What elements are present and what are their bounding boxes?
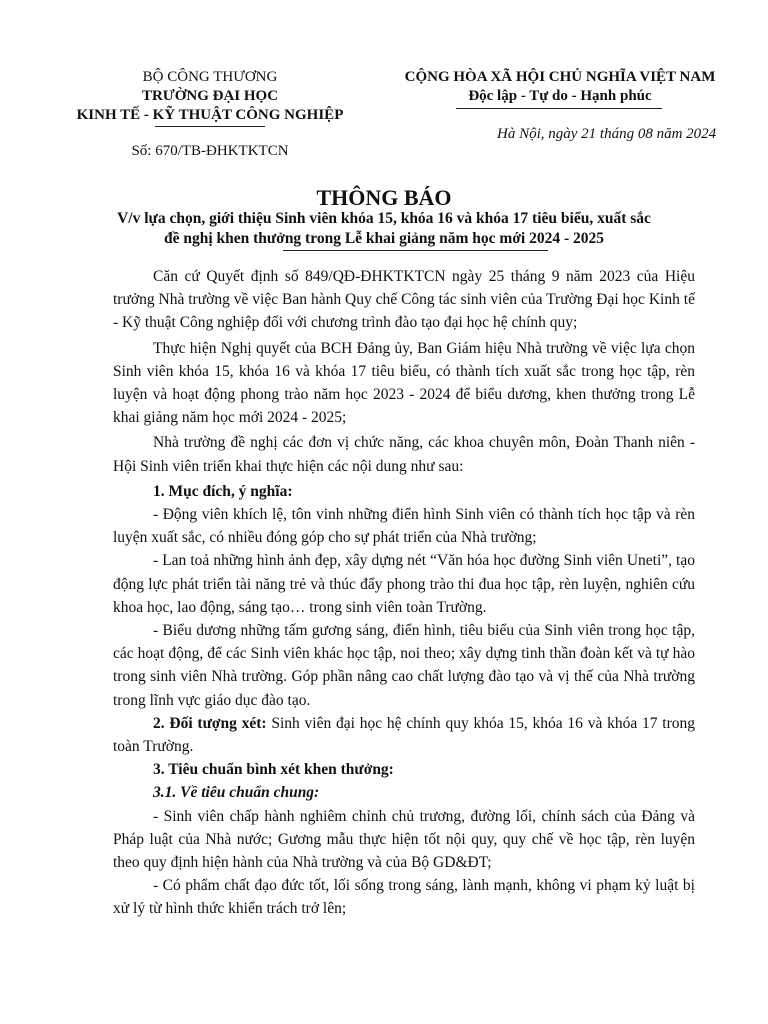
paragraph-target: [113, 712, 695, 758]
paragraph-criteria-2: - Có phẩm chất đạo đức tốt, lối sống trong sáng, lành mạnh, không vi phạm kỷ luật bị xử lý từ hình thức khiển trách trở lên;: [113, 877, 695, 918]
right-header-rule: [456, 108, 662, 109]
left-header-rule: [155, 126, 265, 127]
subject-line-1: V/v lựa chọn, giới thiệu Sinh viên khóa 15, khóa 16 và khóa 17 tiêu biểu, xuất sắc: [117, 210, 651, 227]
paragraph-legal-basis: Căn cứ Quyết định số 849/QĐ-ĐHKTKTCN ngày 25 tháng 9 năm 2023 của Hiệu trưởng Nhà trường về việc Ban hành Quy chế Công tác sinh viên của Trường Đại học Kinh tế - Kỹ thuật Công nghiệp đối với chương trình đào tạo đại học hệ chính quy;: [113, 268, 695, 332]
paragraph-purpose-1: - Động viên khích lệ, tôn vinh những điển hình Sinh viên có thành tích học tập và rèn luyện xuất sắc, có nhiều đóng góp cho sự phát triển của Nhà trường;: [113, 506, 695, 547]
subject-line-2: đề nghị khen thưởng trong Lễ khai giảng năm học mới 2024 - 2025: [163, 230, 605, 247]
section-heading-criteria: 3. Tiêu chuẩn bình xét khen thưởng:: [153, 761, 394, 779]
paragraph-request: Nhà trường đề nghị các đơn vị chức năng, các khoa chuyên môn, Đoàn Thanh niên - Hội Sinh viên triển khai thực hiện các nội dung như sau:: [113, 434, 695, 475]
paragraph-criteria-1: - Sinh viên chấp hành nghiêm chỉnh chủ trương, đường lối, chính sách của Đảng và Pháp luật của Nhà nước; Gương mẫu thực hiện tốt nội quy, quy chế về học tập, rèn luyện theo quy định hiện hành của Nhà trường và của Bộ GD&ĐT;: [113, 807, 695, 872]
paragraph-resolution: Thực hiện Nghị quyết của BCH Đảng ủy, Ban Giám hiệu Nhà trường về việc lựa chọn Sinh viên khóa 15, khóa 16 và khóa 17 tiêu biểu, có thành tích xuất sắc trong học tập, rèn luyện và hoạt động phong trào năm học 2023 - 2024 để biểu dương, khen thưởng trong Lễ khai giảng năm học mới 2024 - 2025;: [113, 339, 695, 427]
document-title: THÔNG BÁO: [316, 185, 452, 210]
country-name: CỘNG HÒA XÃ HỘI CHỦ NGHĨA VIỆT NAM: [404, 69, 716, 85]
subject-rule: [283, 250, 548, 251]
paragraph-purpose-2: - Lan toả những hình ảnh đẹp, xây dựng nét “Văn hóa học đường Sinh viên Uneti”, tạo động lực phát triển tài năng trẻ và thúc đẩy phong trào thi đua học tập, rèn luyện, nghiên cứu khoa học, lao động, sáng tạo… trong sinh viên toàn Trường.: [113, 552, 695, 616]
section-heading-target: 2. Đối tượng xét:: [153, 714, 267, 732]
section-heading-purpose: 1. Mục đích, ý nghĩa:: [153, 482, 293, 500]
ministry-name: BỘ CÔNG THƯƠNG: [142, 69, 278, 85]
document-body: [113, 265, 695, 921]
paragraph-purpose-3: - Biểu dương những tấm gương sáng, điển hình, tiêu biểu của Sinh viên trong học tập, các hoạt động, để các Sinh viên khác học tập, noi theo; xây dựng tinh thần đoàn kết và tự hào trong sinh viên Nhà trường. Góp phần nâng cao chất lượng đào tạo và vị thế của Nhà trường trong lĩnh vực giáo dục đào tạo.: [113, 622, 695, 709]
school-name-line1: TRƯỜNG ĐẠI HỌC: [141, 88, 279, 104]
school-name-line2: KINH TẾ - KỸ THUẬT CÔNG NGHIỆP: [76, 107, 344, 123]
target-text: Sinh viên đại học hệ chính quy khóa 15, khóa 16 và khóa 17 trong toàn Trường.: [113, 714, 695, 756]
subsection-heading-general: 3.1. Về tiêu chuẩn chung:: [153, 784, 320, 802]
national-motto: Độc lập - Tự do - Hạnh phúc: [468, 88, 652, 104]
document-number: Số: 670/TB-ĐHKTKTCN: [131, 143, 289, 159]
place-date: Hà Nội, ngày 21 tháng 08 năm 2024: [497, 126, 717, 142]
